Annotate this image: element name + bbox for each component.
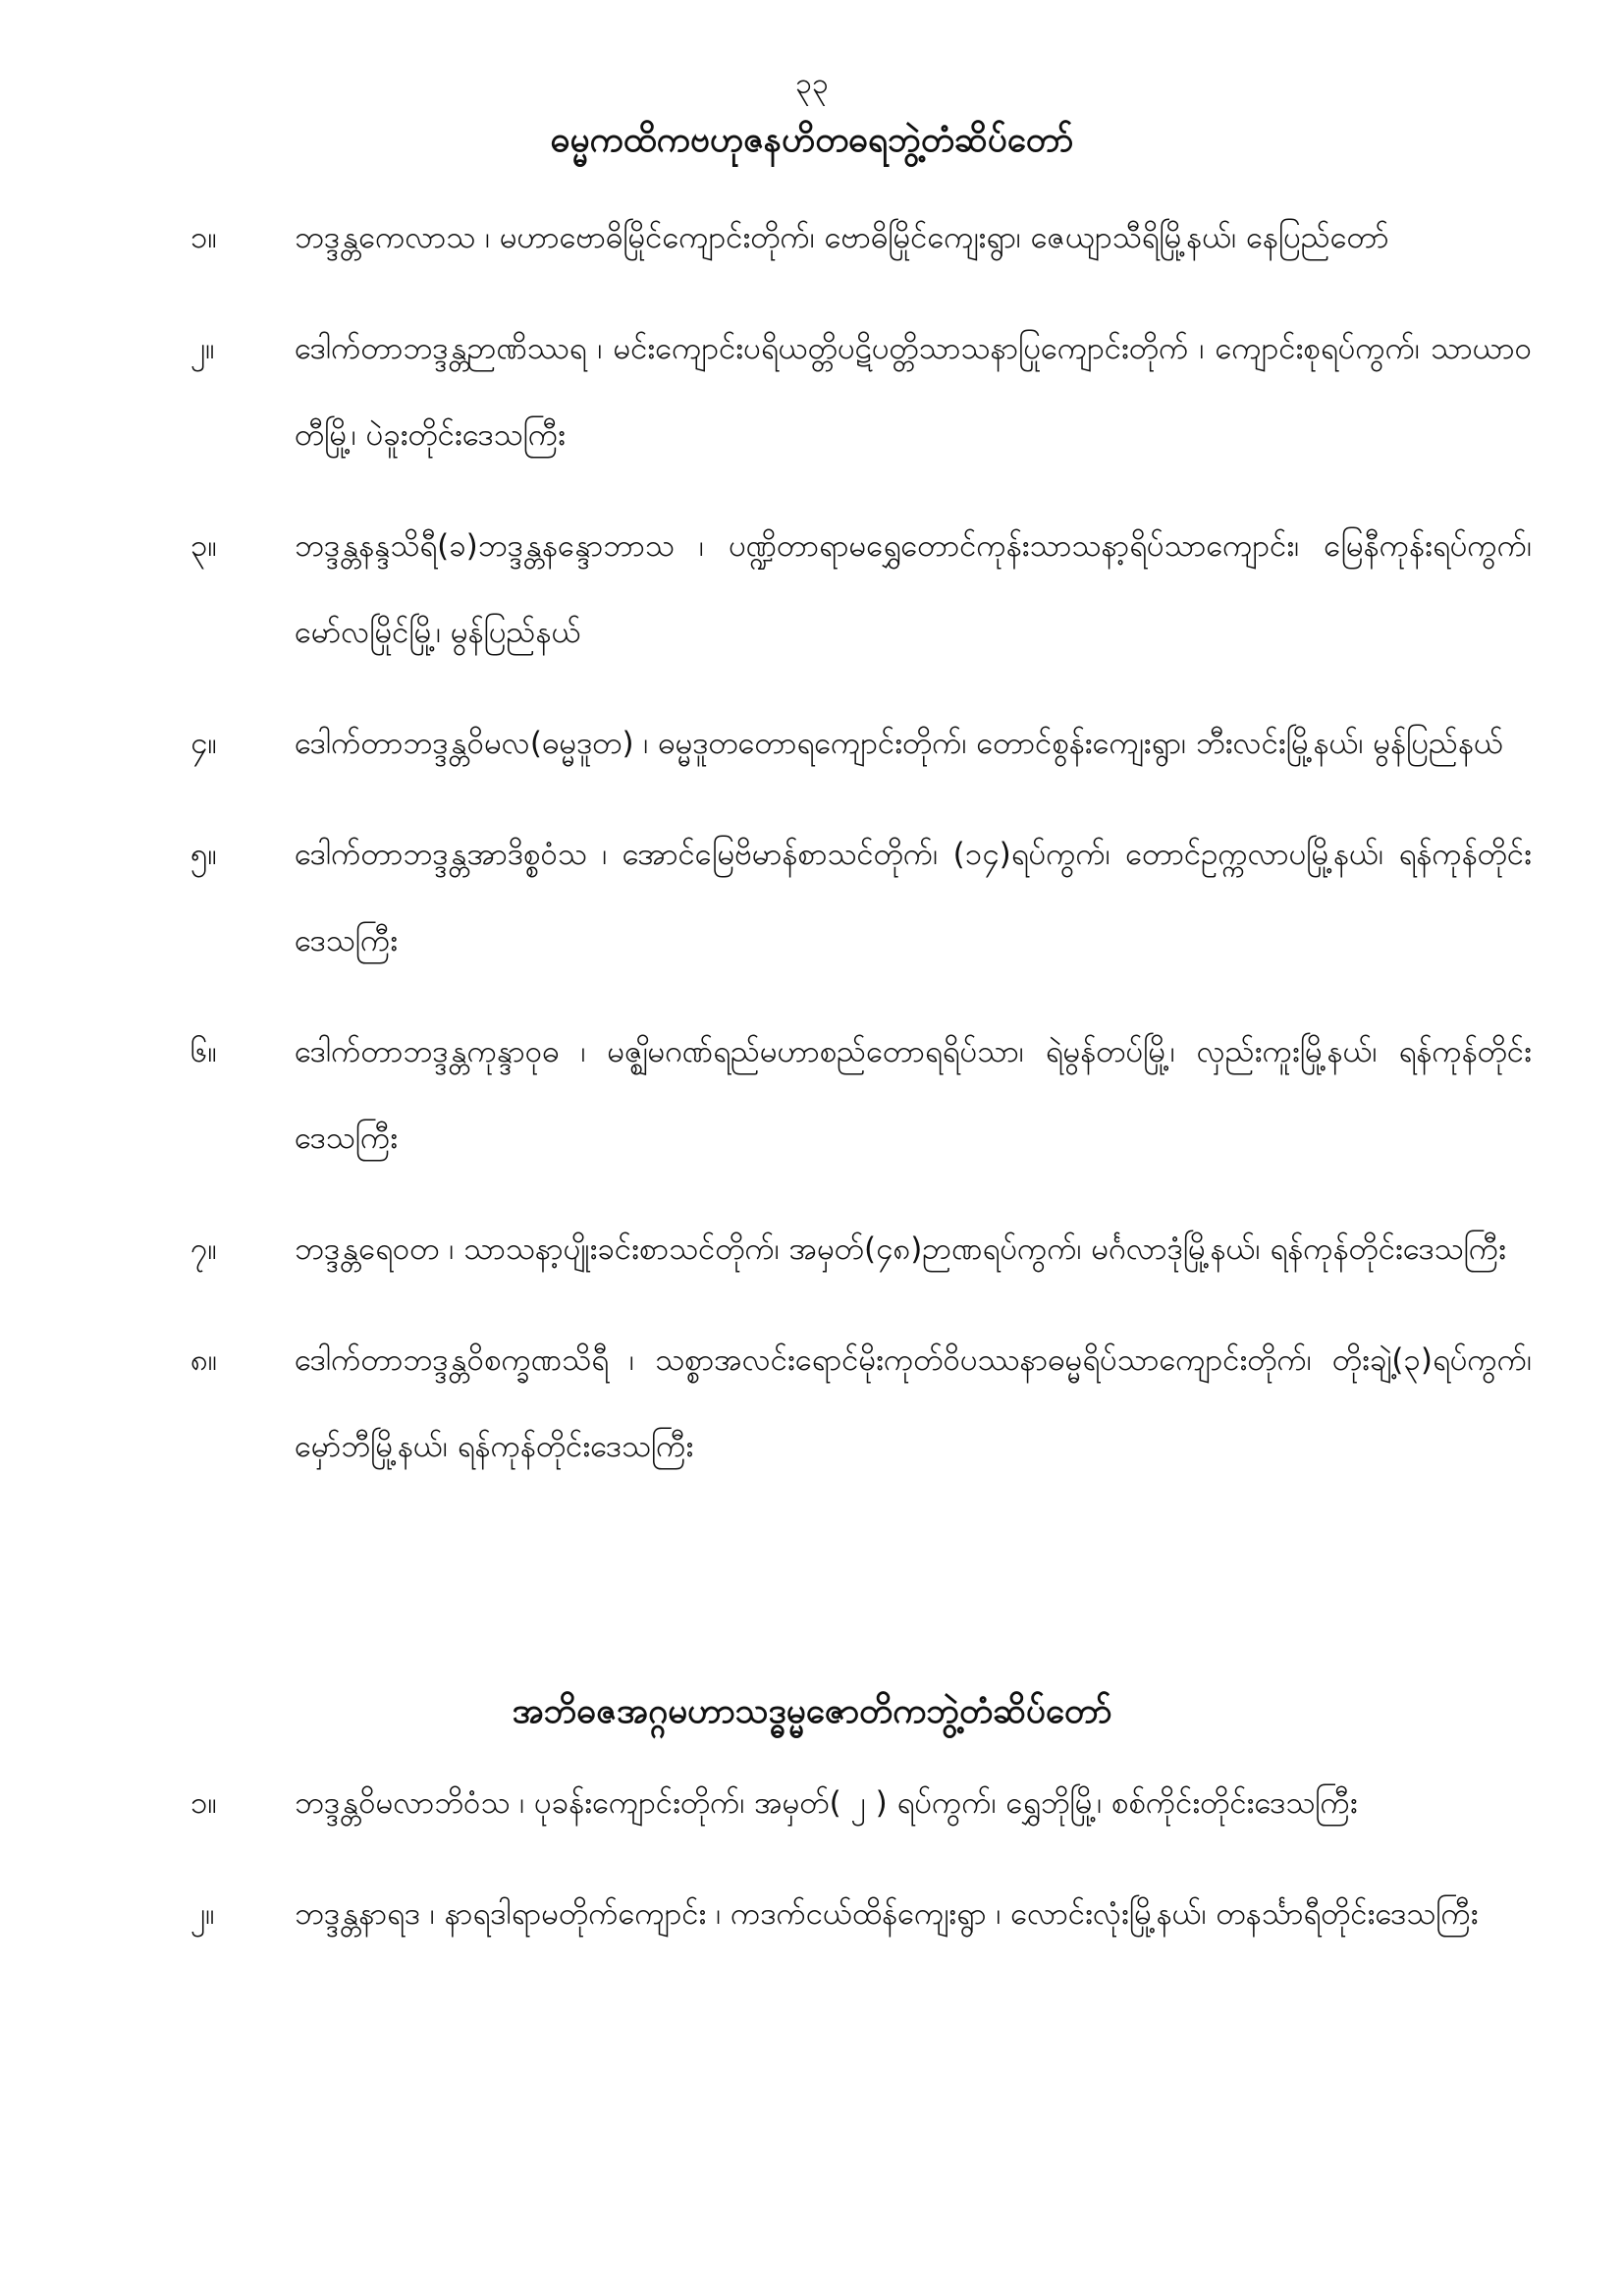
page-number: ၃၃ <box>795 67 829 101</box>
award-list-2 <box>190 1760 1532 1982</box>
item-number: ၂။ <box>190 1896 215 1932</box>
item-text: ဘဒ္ဒန္တနာရဒ ၊ နာရဒါရာမတိုက်ကျောင်း ၊ ကဒက်ငယ်ထိန်ကျေးရွာ ၊ လောင်းလုံးမြို့နယ်၊ တနင်္သာရီတိုင်းဒေသကြီး <box>295 1896 1479 1932</box>
list-item <box>190 1871 1532 1957</box>
item-text: ဘဒ္ဒန္တနန္ဒသိရီ(ခ)ဘဒ္ဒန္တနန္ဒောဘာသ ၊ ပဏ္ဍိတာရာမရွှေတောင်ကုန်းသာသနာ့ရိပ်သာကျောင်း၊ မြေနီကုန်းရပ်ကွက်၊ မော်လမြိုင်မြို့၊ မွန်ပြည်နယ် <box>295 528 1532 650</box>
list-item <box>190 1317 1532 1490</box>
list-item <box>190 1206 1532 1292</box>
list-item <box>190 305 1532 478</box>
list-item <box>190 700 1532 787</box>
item-number: ၇။ <box>190 1231 217 1267</box>
item-text: ဒေါက်တာဘဒ္ဒန္တဉာဏိဿရ ၊ မင်းကျောင်းပရိယတ္တိပဋိပတ္တိသာသနာပြုကျောင်းတိုက် ၊ ကျောင်းစုရပ်ကွက်၊ သာယာဝတီမြို့၊ ပဲခူးတိုင်းဒေသကြီး <box>295 331 1532 453</box>
list-item <box>190 1760 1532 1846</box>
item-number: ၃။ <box>190 528 217 564</box>
item-text: ဒေါက်တာဘဒ္ဒန္တကုန္ဒာဝုဓ ၊ မဇ္ဈိမဂဏ်ရည်မဟာစည်တောရရိပ်သာ၊ ရဲမွန်တပ်မြို့၊ လှည်းကူးမြို့နယ်၊ ရန်ကုန်တိုင်းဒေသကြီး <box>295 1034 1532 1156</box>
item-number: ၁။ <box>190 220 217 255</box>
item-number: ၂။ <box>190 331 215 366</box>
award-list-1 <box>190 194 1532 1514</box>
section-title-dhamma-kathika: ဓမ္မကထိကဗဟုဇနဟိတဓရဘွဲ့တံဆိပ်တော် <box>550 121 1074 160</box>
item-number: ၆။ <box>190 1034 217 1069</box>
item-number: ၁။ <box>190 1785 217 1821</box>
item-text: ဘဒ္ဒန္တကေလာသ ၊ မဟာဗောဓိမြိုင်ကျောင်းတိုက်၊ ဗောဓိမြိုင်ကျေးရွာ၊ ဇေယျာသီရိမြို့နယ်၊ နေပြည်တော် <box>295 220 1389 255</box>
item-number: ၄။ <box>190 726 217 761</box>
list-item <box>190 1009 1532 1181</box>
item-text: ဘဒ္ဒန္တရေဝတ ၊ သာသနာ့ပျိုးခင်းစာသင်တိုက်၊ အမှတ်(၄၈)ဉာဏရပ်ကွက်၊ မင်္ဂလာဒုံမြို့နယ်၊ ရန်ကုန်တိုင်းဒေသကြီး <box>295 1231 1507 1267</box>
section-title-abhidhaja: အဘိဓဇအဂ္ဂမဟာသဒ္ဓမ္မဇောတိကဘွဲ့တံဆိပ်တော် <box>512 1692 1112 1731</box>
item-text: ဒေါက်တာဘဒ္ဒန္တအာဒိစ္စဝံသ ၊ အောင်မြေဗိမာန်စာသင်တိုက်၊ (၁၄)ရပ်ကွက်၊ တောင်ဥက္ကလာပမြို့နယ်၊ ရန်ကုန်တိုင်းဒေသကြီး <box>295 837 1532 958</box>
item-text: ဒေါက်တာဘဒ္ဒန္တဝိစက္ခဏသိရီ ၊ သစ္စာအလင်းရောင်မိုးကုတ်ဝိပဿနာဓမ္မရိပ်သာကျောင်းတိုက်၊ တိုးချဲ့(၃)ရပ်ကွက်၊ မှော်ဘီမြို့နယ်၊ ရန်ကုန်တိုင်းဒေသကြီး <box>295 1342 1532 1464</box>
list-item <box>190 194 1532 281</box>
item-number: ၅။ <box>190 837 217 872</box>
list-item <box>190 503 1532 676</box>
item-text: ဘဒ္ဒန္တဝိမလာဘိဝံသ ၊ ပုခန်းကျောင်းတိုက်၊ အမှတ်( ၂ ) ရပ်ကွက်၊ ရွှေဘိုမြို့၊ စစ်ကိုင်းတိုင်းဒေသကြီး <box>295 1785 1358 1821</box>
item-text: ဒေါက်တာဘဒ္ဒန္တဝိမလ(ဓမ္မဒူတ) ၊ ဓမ္မဒူတတောရကျောင်းတိုက်၊ တောင်စွန်းကျေးရွာ၊ ဘီးလင်းမြို့နယ်၊ မွန်ပြည်နယ် <box>295 726 1504 761</box>
item-number: ၈။ <box>190 1342 218 1378</box>
list-item <box>190 811 1532 984</box>
